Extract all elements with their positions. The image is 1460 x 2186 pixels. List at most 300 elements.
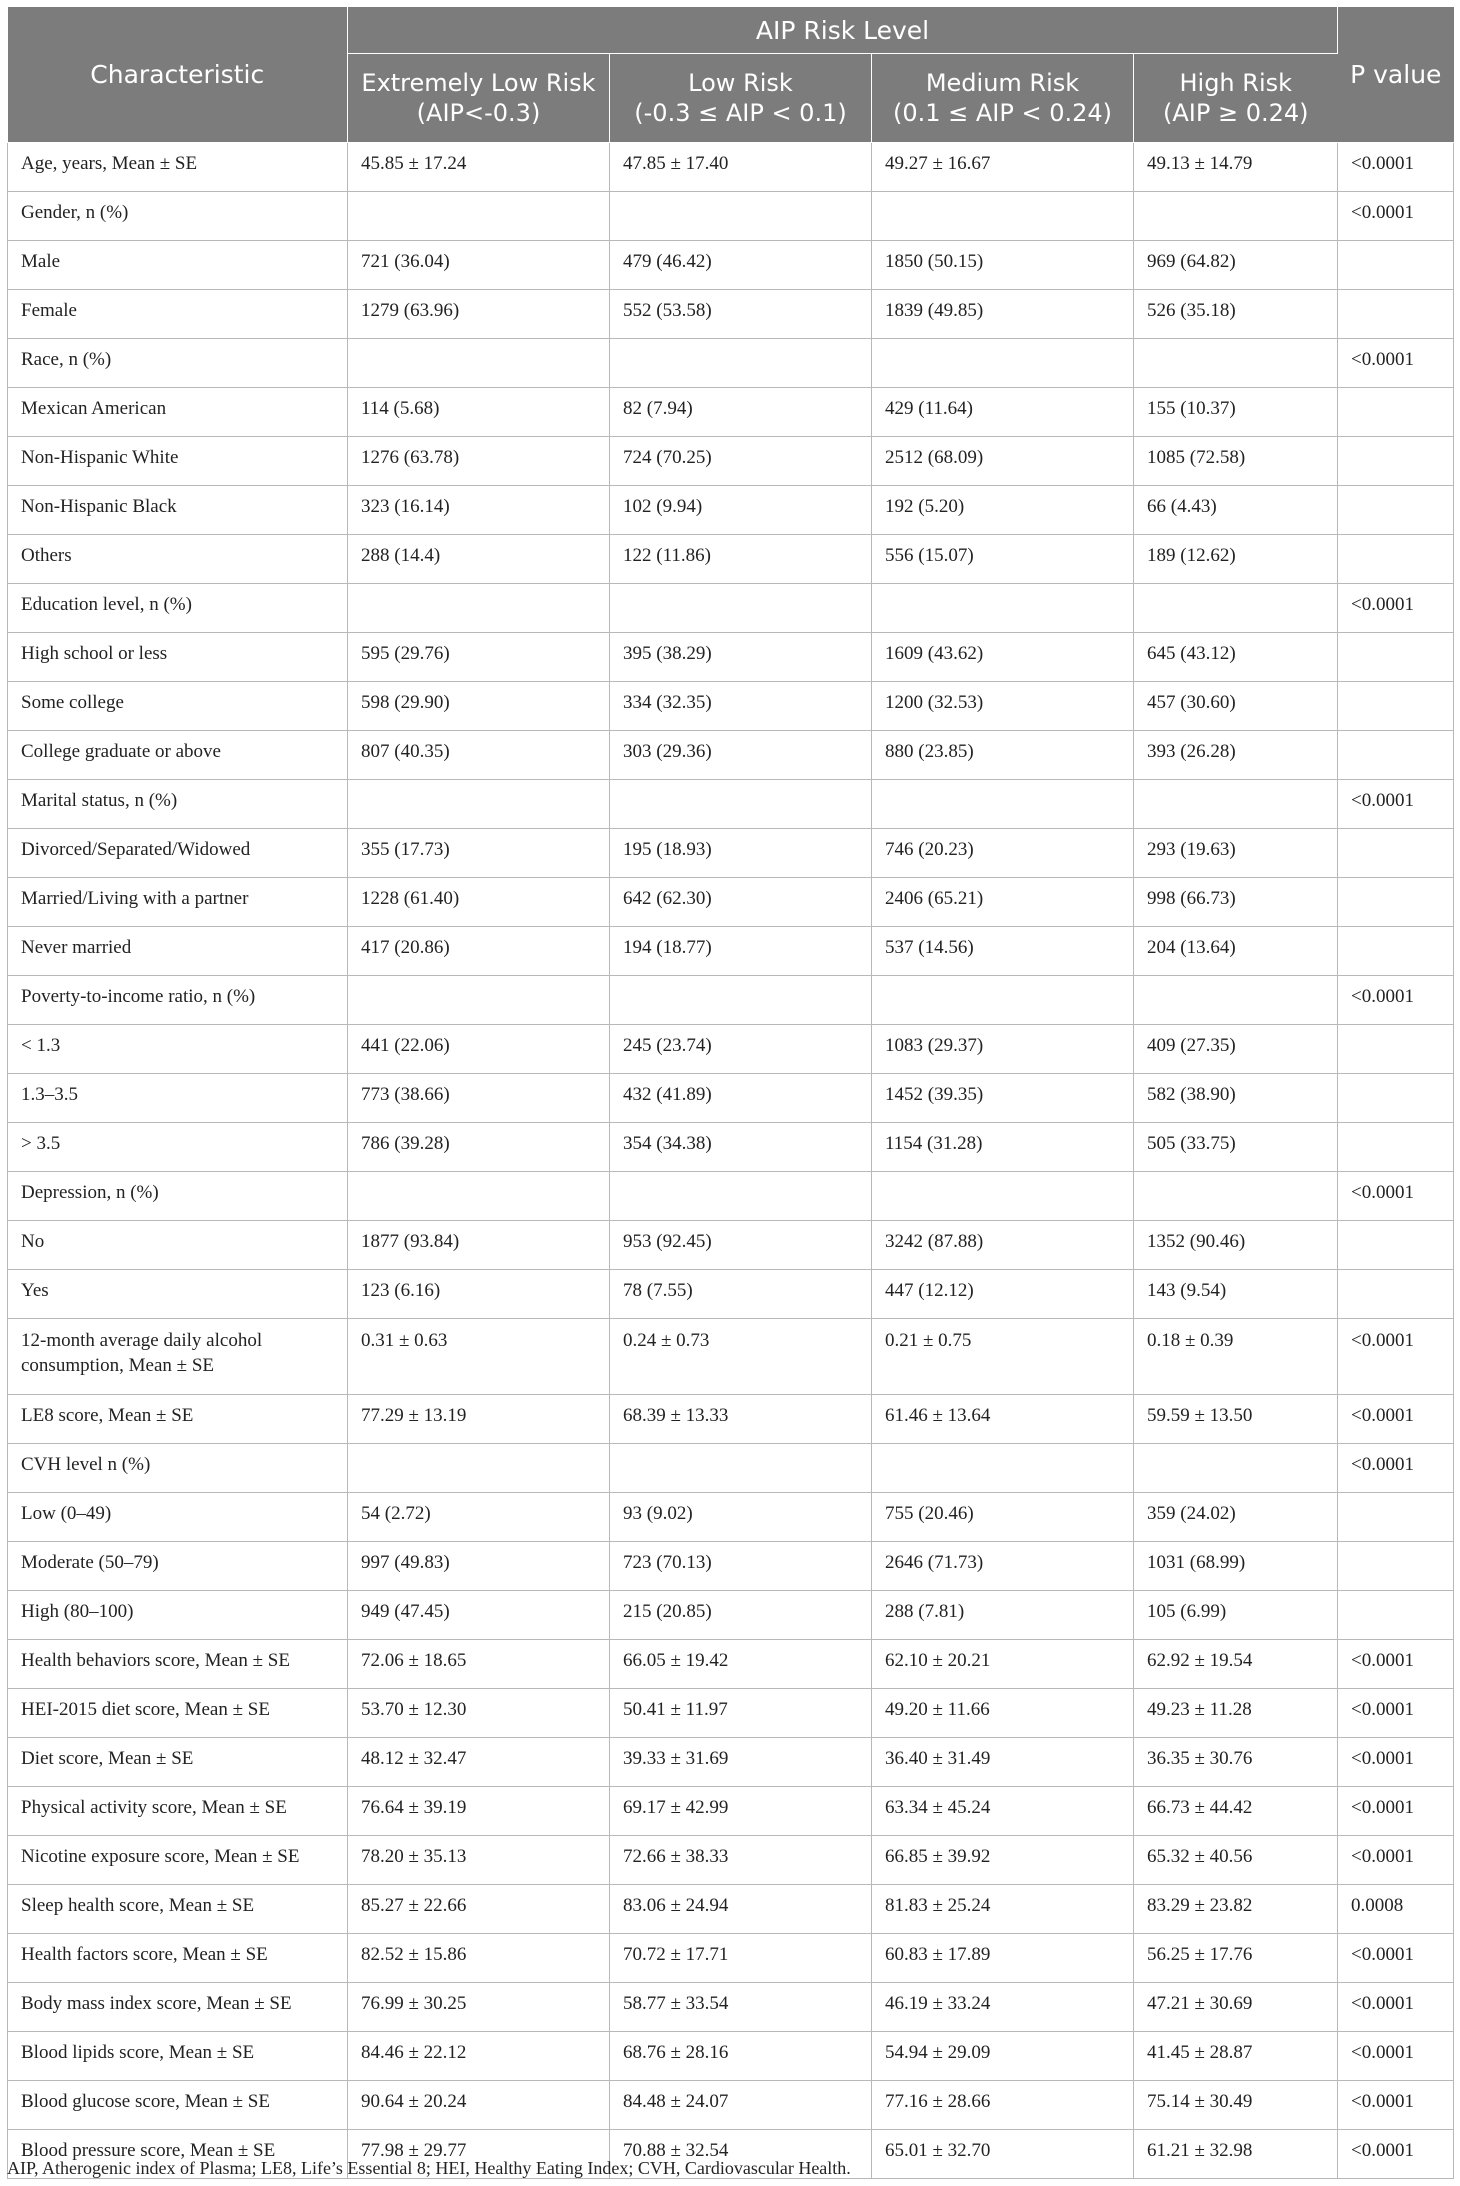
extremely-low-risk-cell: 90.64 ± 20.24 xyxy=(348,2081,610,2130)
high-risk-cell: 409 (27.35) xyxy=(1134,1025,1338,1074)
table-row xyxy=(8,829,1454,878)
extremely-low-risk-cell: 0.31 ± 0.63 xyxy=(348,1319,610,1395)
high-risk-cell xyxy=(1134,1444,1338,1493)
characteristic-cell: Married/Living with a partner xyxy=(8,878,348,927)
p-value-cell: <0.0001 xyxy=(1338,1640,1454,1689)
high-risk-cell: 66.73 ± 44.42 xyxy=(1134,1787,1338,1836)
medium-risk-cell: 3242 (87.88) xyxy=(872,1221,1134,1270)
high-risk-cell xyxy=(1134,339,1338,388)
table-row xyxy=(8,1738,1454,1787)
p-value-cell: <0.0001 xyxy=(1338,584,1454,633)
extremely-low-risk-cell: 288 (14.4) xyxy=(348,535,610,584)
header-level-extremely-low xyxy=(348,54,610,143)
medium-risk-cell xyxy=(872,780,1134,829)
extremely-low-risk-cell: 1279 (63.96) xyxy=(348,290,610,339)
table-row xyxy=(8,927,1454,976)
low-risk-cell xyxy=(610,1444,872,1493)
characteristic-cell: Female xyxy=(8,290,348,339)
low-risk-cell: 70.72 ± 17.71 xyxy=(610,1934,872,1983)
table-row xyxy=(8,731,1454,780)
characteristic-cell: Non-Hispanic Black xyxy=(8,486,348,535)
medium-risk-cell xyxy=(872,584,1134,633)
low-risk-cell: 194 (18.77) xyxy=(610,927,872,976)
medium-risk-cell: 60.83 ± 17.89 xyxy=(872,1934,1134,1983)
characteristic-cell: No xyxy=(8,1221,348,1270)
characteristic-cell: 1.3–3.5 xyxy=(8,1074,348,1123)
header-p-value: P value xyxy=(1338,7,1454,143)
extremely-low-risk-cell: 1228 (61.40) xyxy=(348,878,610,927)
extremely-low-risk-cell: 807 (40.35) xyxy=(348,731,610,780)
medium-risk-cell: 1154 (31.28) xyxy=(872,1123,1134,1172)
extremely-low-risk-cell: 1877 (93.84) xyxy=(348,1221,610,1270)
low-risk-cell xyxy=(610,1172,872,1221)
medium-risk-cell: 66.85 ± 39.92 xyxy=(872,1836,1134,1885)
level-range: (-0.3 ≤ AIP < 0.1) xyxy=(634,99,847,127)
low-risk-cell: 66.05 ± 19.42 xyxy=(610,1640,872,1689)
high-risk-cell: 59.59 ± 13.50 xyxy=(1134,1395,1338,1444)
characteristic-cell: High (80–100) xyxy=(8,1591,348,1640)
p-value-cell: <0.0001 xyxy=(1338,1934,1454,1983)
medium-risk-cell: 1839 (49.85) xyxy=(872,290,1134,339)
low-risk-cell: 68.39 ± 13.33 xyxy=(610,1395,872,1444)
medium-risk-cell: 49.20 ± 11.66 xyxy=(872,1689,1134,1738)
p-value-cell xyxy=(1338,388,1454,437)
p-value-cell xyxy=(1338,731,1454,780)
characteristic-cell: Diet score, Mean ± SE xyxy=(8,1738,348,1787)
extremely-low-risk-cell: 72.06 ± 18.65 xyxy=(348,1640,610,1689)
extremely-low-risk-cell: 997 (49.83) xyxy=(348,1542,610,1591)
extremely-low-risk-cell: 85.27 ± 22.66 xyxy=(348,1885,610,1934)
high-risk-cell: 65.32 ± 40.56 xyxy=(1134,1836,1338,1885)
p-value-cell: <0.0001 xyxy=(1338,1738,1454,1787)
table-row xyxy=(8,1221,1454,1270)
medium-risk-cell: 77.16 ± 28.66 xyxy=(872,2081,1134,2130)
high-risk-cell: 66 (4.43) xyxy=(1134,486,1338,535)
extremely-low-risk-cell: 77.29 ± 13.19 xyxy=(348,1395,610,1444)
p-value-cell: <0.0001 xyxy=(1338,143,1454,192)
extremely-low-risk-cell: 1276 (63.78) xyxy=(348,437,610,486)
header-level-high xyxy=(1134,54,1338,143)
p-value-cell: <0.0001 xyxy=(1338,1319,1454,1395)
extremely-low-risk-cell: 78.20 ± 35.13 xyxy=(348,1836,610,1885)
characteristic-cell: Age, years, Mean ± SE xyxy=(8,143,348,192)
high-risk-cell: 457 (30.60) xyxy=(1134,682,1338,731)
medium-risk-cell: 81.83 ± 25.24 xyxy=(872,1885,1134,1934)
high-risk-cell: 0.18 ± 0.39 xyxy=(1134,1319,1338,1395)
low-risk-cell: 58.77 ± 33.54 xyxy=(610,1983,872,2032)
table-row xyxy=(8,1123,1454,1172)
table-row xyxy=(8,535,1454,584)
p-value-cell xyxy=(1338,878,1454,927)
p-value-cell: <0.0001 xyxy=(1338,976,1454,1025)
table-row xyxy=(8,1319,1454,1395)
high-risk-cell: 998 (66.73) xyxy=(1134,878,1338,927)
level-range: (AIP ≥ 0.24) xyxy=(1163,99,1309,127)
medium-risk-cell: 54.94 ± 29.09 xyxy=(872,2032,1134,2081)
low-risk-cell: 72.66 ± 38.33 xyxy=(610,1836,872,1885)
table-row xyxy=(8,241,1454,290)
medium-risk-cell xyxy=(872,1444,1134,1493)
characteristic-cell: Low (0–49) xyxy=(8,1493,348,1542)
extremely-low-risk-cell: 123 (6.16) xyxy=(348,1270,610,1319)
characteristic-cell: Blood pressure score, Mean ± SE xyxy=(8,2130,348,2179)
low-risk-cell: 93 (9.02) xyxy=(610,1493,872,1542)
medium-risk-cell: 61.46 ± 13.64 xyxy=(872,1395,1134,1444)
medium-risk-cell: 65.01 ± 32.70 xyxy=(872,2130,1134,2179)
medium-risk-cell: 1850 (50.15) xyxy=(872,241,1134,290)
table-body xyxy=(8,143,1454,2179)
table-row xyxy=(8,1591,1454,1640)
characteristic-cell: Depression, n (%) xyxy=(8,1172,348,1221)
low-risk-cell: 723 (70.13) xyxy=(610,1542,872,1591)
extremely-low-risk-cell: 54 (2.72) xyxy=(348,1493,610,1542)
p-value-cell xyxy=(1338,633,1454,682)
table-row xyxy=(8,1395,1454,1444)
p-value-cell xyxy=(1338,1493,1454,1542)
table-row xyxy=(8,1787,1454,1836)
characteristic-cell: CVH level n (%) xyxy=(8,1444,348,1493)
table-row xyxy=(8,1836,1454,1885)
characteristic-cell: Divorced/Separated/Widowed xyxy=(8,829,348,878)
extremely-low-risk-cell: 721 (36.04) xyxy=(348,241,610,290)
high-risk-cell: 189 (12.62) xyxy=(1134,535,1338,584)
medium-risk-cell: 880 (23.85) xyxy=(872,731,1134,780)
table-row xyxy=(8,1444,1454,1493)
extremely-low-risk-cell: 417 (20.86) xyxy=(348,927,610,976)
p-value-cell: <0.0001 xyxy=(1338,192,1454,241)
table-row xyxy=(8,1172,1454,1221)
extremely-low-risk-cell: 949 (47.45) xyxy=(348,1591,610,1640)
characteristic-cell: Some college xyxy=(8,682,348,731)
table-row xyxy=(8,437,1454,486)
table-row xyxy=(8,633,1454,682)
low-risk-cell: 82 (7.94) xyxy=(610,388,872,437)
extremely-low-risk-cell: 45.85 ± 17.24 xyxy=(348,143,610,192)
high-risk-cell: 56.25 ± 17.76 xyxy=(1134,1934,1338,1983)
high-risk-cell: 41.45 ± 28.87 xyxy=(1134,2032,1338,2081)
p-value-cell: <0.0001 xyxy=(1338,1172,1454,1221)
table-row xyxy=(8,682,1454,731)
medium-risk-cell: 556 (15.07) xyxy=(872,535,1134,584)
table-row xyxy=(8,1542,1454,1591)
medium-risk-cell: 1200 (32.53) xyxy=(872,682,1134,731)
medium-risk-cell: 755 (20.46) xyxy=(872,1493,1134,1542)
table-row xyxy=(8,976,1454,1025)
p-value-cell xyxy=(1338,535,1454,584)
table-footnote: AIP, Atherogenic index of Plasma; LE8, Life’s Essential 8; HEI, Healthy Eating Index; CVH, Cardiovascular Health. xyxy=(7,2158,851,2178)
low-risk-cell xyxy=(610,339,872,388)
level-name: Extremely Low Risk xyxy=(361,69,596,97)
high-risk-cell: 143 (9.54) xyxy=(1134,1270,1338,1319)
high-risk-cell: 359 (24.02) xyxy=(1134,1493,1338,1542)
characteristic-cell: Moderate (50–79) xyxy=(8,1542,348,1591)
extremely-low-risk-cell: 48.12 ± 32.47 xyxy=(348,1738,610,1787)
high-risk-cell: 49.23 ± 11.28 xyxy=(1134,1689,1338,1738)
p-value-cell xyxy=(1338,682,1454,731)
low-risk-cell: 68.76 ± 28.16 xyxy=(610,2032,872,2081)
p-value-cell: <0.0001 xyxy=(1338,1444,1454,1493)
table-header xyxy=(8,7,1454,143)
low-risk-cell: 724 (70.25) xyxy=(610,437,872,486)
low-risk-cell: 195 (18.93) xyxy=(610,829,872,878)
p-value-cell: <0.0001 xyxy=(1338,1689,1454,1738)
extremely-low-risk-cell xyxy=(348,976,610,1025)
medium-risk-cell: 1083 (29.37) xyxy=(872,1025,1134,1074)
characteristic-cell: Health behaviors score, Mean ± SE xyxy=(8,1640,348,1689)
medium-risk-cell xyxy=(872,339,1134,388)
low-risk-cell: 303 (29.36) xyxy=(610,731,872,780)
table-row xyxy=(8,878,1454,927)
level-name: Medium Risk xyxy=(925,69,1080,97)
high-risk-cell: 47.21 ± 30.69 xyxy=(1134,1983,1338,2032)
medium-risk-cell: 0.21 ± 0.75 xyxy=(872,1319,1134,1395)
extremely-low-risk-cell: 355 (17.73) xyxy=(348,829,610,878)
characteristic-cell: > 3.5 xyxy=(8,1123,348,1172)
extremely-low-risk-cell: 441 (22.06) xyxy=(348,1025,610,1074)
characteristic-cell: College graduate or above xyxy=(8,731,348,780)
baseline-characteristics-table xyxy=(7,7,1454,2179)
medium-risk-cell: 447 (12.12) xyxy=(872,1270,1134,1319)
medium-risk-cell: 63.34 ± 45.24 xyxy=(872,1787,1134,1836)
p-value-cell xyxy=(1338,829,1454,878)
low-risk-cell: 70.88 ± 32.54 xyxy=(610,2130,872,2179)
extremely-low-risk-cell: 786 (39.28) xyxy=(348,1123,610,1172)
table-container xyxy=(7,7,1453,2179)
p-value-cell xyxy=(1338,1123,1454,1172)
high-risk-cell: 582 (38.90) xyxy=(1134,1074,1338,1123)
extremely-low-risk-cell: 77.98 ± 29.77 xyxy=(348,2130,610,2179)
characteristic-cell: Mexican American xyxy=(8,388,348,437)
level-range: (0.1 ≤ AIP < 0.24) xyxy=(892,99,1113,127)
medium-risk-cell: 2406 (65.21) xyxy=(872,878,1134,927)
characteristic-cell: LE8 score, Mean ± SE xyxy=(8,1395,348,1444)
p-value-cell: <0.0001 xyxy=(1338,780,1454,829)
extremely-low-risk-cell: 773 (38.66) xyxy=(348,1074,610,1123)
p-value-cell xyxy=(1338,1221,1454,1270)
low-risk-cell: 245 (23.74) xyxy=(610,1025,872,1074)
medium-risk-cell: 2512 (68.09) xyxy=(872,437,1134,486)
extremely-low-risk-cell: 82.52 ± 15.86 xyxy=(348,1934,610,1983)
table-row xyxy=(8,1025,1454,1074)
medium-risk-cell: 46.19 ± 33.24 xyxy=(872,1983,1134,2032)
p-value-cell xyxy=(1338,1542,1454,1591)
medium-risk-cell: 49.27 ± 16.67 xyxy=(872,143,1134,192)
table-row xyxy=(8,2032,1454,2081)
medium-risk-cell xyxy=(872,1172,1134,1221)
characteristic-cell: Nicotine exposure score, Mean ± SE xyxy=(8,1836,348,1885)
table-row xyxy=(8,1270,1454,1319)
medium-risk-cell: 1452 (39.35) xyxy=(872,1074,1134,1123)
extremely-low-risk-cell: 76.99 ± 30.25 xyxy=(348,1983,610,2032)
extremely-low-risk-cell xyxy=(348,584,610,633)
low-risk-cell xyxy=(610,192,872,241)
extremely-low-risk-cell: 84.46 ± 22.12 xyxy=(348,2032,610,2081)
low-risk-cell: 78 (7.55) xyxy=(610,1270,872,1319)
header-row-group xyxy=(8,7,1454,54)
high-risk-cell: 645 (43.12) xyxy=(1134,633,1338,682)
high-risk-cell: 293 (19.63) xyxy=(1134,829,1338,878)
p-value-cell xyxy=(1338,1025,1454,1074)
p-value-cell xyxy=(1338,437,1454,486)
p-value-cell: <0.0001 xyxy=(1338,1836,1454,1885)
medium-risk-cell: 288 (7.81) xyxy=(872,1591,1134,1640)
extremely-low-risk-cell xyxy=(348,780,610,829)
characteristic-cell: Body mass index score, Mean ± SE xyxy=(8,1983,348,2032)
medium-risk-cell: 1609 (43.62) xyxy=(872,633,1134,682)
low-risk-cell: 552 (53.58) xyxy=(610,290,872,339)
characteristic-cell: Physical activity score, Mean ± SE xyxy=(8,1787,348,1836)
extremely-low-risk-cell xyxy=(348,192,610,241)
characteristic-cell: Non-Hispanic White xyxy=(8,437,348,486)
high-risk-cell: 969 (64.82) xyxy=(1134,241,1338,290)
table-row xyxy=(8,1640,1454,1689)
characteristic-cell: Never married xyxy=(8,927,348,976)
characteristic-cell: Race, n (%) xyxy=(8,339,348,388)
p-value-cell: <0.0001 xyxy=(1338,339,1454,388)
header-characteristic: Characteristic xyxy=(8,7,348,143)
low-risk-cell: 69.17 ± 42.99 xyxy=(610,1787,872,1836)
medium-risk-cell: 746 (20.23) xyxy=(872,829,1134,878)
high-risk-cell: 1031 (68.99) xyxy=(1134,1542,1338,1591)
high-risk-cell xyxy=(1134,584,1338,633)
high-risk-cell: 62.92 ± 19.54 xyxy=(1134,1640,1338,1689)
high-risk-cell: 105 (6.99) xyxy=(1134,1591,1338,1640)
characteristic-cell: 12-month average daily alcohol consumption, Mean ± SE xyxy=(8,1319,348,1395)
p-value-cell xyxy=(1338,1591,1454,1640)
table-row xyxy=(8,584,1454,633)
medium-risk-cell: 192 (5.20) xyxy=(872,486,1134,535)
medium-risk-cell xyxy=(872,192,1134,241)
characteristic-cell: Male xyxy=(8,241,348,290)
level-range: (AIP<-0.3) xyxy=(416,99,541,127)
characteristic-cell: Marital status, n (%) xyxy=(8,780,348,829)
high-risk-cell xyxy=(1134,780,1338,829)
high-risk-cell xyxy=(1134,192,1338,241)
low-risk-cell: 479 (46.42) xyxy=(610,241,872,290)
level-name: Low Risk xyxy=(688,69,793,97)
low-risk-cell: 84.48 ± 24.07 xyxy=(610,2081,872,2130)
high-risk-cell: 1352 (90.46) xyxy=(1134,1221,1338,1270)
characteristic-cell: Blood lipids score, Mean ± SE xyxy=(8,2032,348,2081)
extremely-low-risk-cell: 114 (5.68) xyxy=(348,388,610,437)
table-row xyxy=(8,339,1454,388)
low-risk-cell: 83.06 ± 24.94 xyxy=(610,1885,872,1934)
header-level-medium xyxy=(872,54,1134,143)
extremely-low-risk-cell: 76.64 ± 39.19 xyxy=(348,1787,610,1836)
characteristic-cell: HEI-2015 diet score, Mean ± SE xyxy=(8,1689,348,1738)
extremely-low-risk-cell xyxy=(348,1444,610,1493)
table-row xyxy=(8,192,1454,241)
p-value-cell: <0.0001 xyxy=(1338,2081,1454,2130)
table-row xyxy=(8,486,1454,535)
high-risk-cell: 155 (10.37) xyxy=(1134,388,1338,437)
medium-risk-cell: 429 (11.64) xyxy=(872,388,1134,437)
table-row xyxy=(8,1934,1454,1983)
p-value-cell: <0.0001 xyxy=(1338,1395,1454,1444)
low-risk-cell: 395 (38.29) xyxy=(610,633,872,682)
low-risk-cell: 334 (32.35) xyxy=(610,682,872,731)
high-risk-cell xyxy=(1134,976,1338,1025)
high-risk-cell: 83.29 ± 23.82 xyxy=(1134,1885,1338,1934)
low-risk-cell: 642 (62.30) xyxy=(610,878,872,927)
p-value-cell xyxy=(1338,1074,1454,1123)
extremely-low-risk-cell: 595 (29.76) xyxy=(348,633,610,682)
high-risk-cell: 75.14 ± 30.49 xyxy=(1134,2081,1338,2130)
extremely-low-risk-cell xyxy=(348,1172,610,1221)
header-aip-risk-level: AIP Risk Level xyxy=(348,7,1338,54)
characteristic-cell: High school or less xyxy=(8,633,348,682)
high-risk-cell: 49.13 ± 14.79 xyxy=(1134,143,1338,192)
p-value-cell xyxy=(1338,1270,1454,1319)
table-row xyxy=(8,2081,1454,2130)
low-risk-cell: 47.85 ± 17.40 xyxy=(610,143,872,192)
p-value-cell xyxy=(1338,241,1454,290)
p-value-cell: <0.0001 xyxy=(1338,1787,1454,1836)
low-risk-cell: 39.33 ± 31.69 xyxy=(610,1738,872,1787)
extremely-low-risk-cell: 53.70 ± 12.30 xyxy=(348,1689,610,1738)
characteristic-cell: Health factors score, Mean ± SE xyxy=(8,1934,348,1983)
table-row xyxy=(8,143,1454,192)
table-row xyxy=(8,388,1454,437)
characteristic-cell: Sleep health score, Mean ± SE xyxy=(8,1885,348,1934)
high-risk-cell: 204 (13.64) xyxy=(1134,927,1338,976)
medium-risk-cell: 62.10 ± 20.21 xyxy=(872,1640,1134,1689)
characteristic-cell: Others xyxy=(8,535,348,584)
low-risk-cell: 122 (11.86) xyxy=(610,535,872,584)
header-level-low xyxy=(610,54,872,143)
table-row xyxy=(8,1885,1454,1934)
low-risk-cell: 0.24 ± 0.73 xyxy=(610,1319,872,1395)
characteristic-cell: Blood glucose score, Mean ± SE xyxy=(8,2081,348,2130)
low-risk-cell xyxy=(610,780,872,829)
high-risk-cell: 393 (26.28) xyxy=(1134,731,1338,780)
high-risk-cell: 36.35 ± 30.76 xyxy=(1134,1738,1338,1787)
table-row xyxy=(8,1689,1454,1738)
high-risk-cell xyxy=(1134,1172,1338,1221)
high-risk-cell: 526 (35.18) xyxy=(1134,290,1338,339)
characteristic-cell: Yes xyxy=(8,1270,348,1319)
p-value-cell: <0.0001 xyxy=(1338,1983,1454,2032)
low-risk-cell: 432 (41.89) xyxy=(610,1074,872,1123)
high-risk-cell: 505 (33.75) xyxy=(1134,1123,1338,1172)
characteristic-cell: Gender, n (%) xyxy=(8,192,348,241)
level-name: High Risk xyxy=(1179,69,1293,97)
p-value-cell: <0.0001 xyxy=(1338,2130,1454,2179)
low-risk-cell: 953 (92.45) xyxy=(610,1221,872,1270)
medium-risk-cell: 2646 (71.73) xyxy=(872,1542,1134,1591)
low-risk-cell: 102 (9.94) xyxy=(610,486,872,535)
table-row xyxy=(8,290,1454,339)
low-risk-cell: 215 (20.85) xyxy=(610,1591,872,1640)
characteristic-cell: < 1.3 xyxy=(8,1025,348,1074)
p-value-cell: 0.0008 xyxy=(1338,1885,1454,1934)
medium-risk-cell: 36.40 ± 31.49 xyxy=(872,1738,1134,1787)
characteristic-cell: Poverty-to-income ratio, n (%) xyxy=(8,976,348,1025)
table-row xyxy=(8,1074,1454,1123)
extremely-low-risk-cell xyxy=(348,339,610,388)
p-value-cell xyxy=(1338,486,1454,535)
low-risk-cell: 50.41 ± 11.97 xyxy=(610,1689,872,1738)
extremely-low-risk-cell: 598 (29.90) xyxy=(348,682,610,731)
characteristic-cell: Education level, n (%) xyxy=(8,584,348,633)
low-risk-cell xyxy=(610,976,872,1025)
medium-risk-cell: 537 (14.56) xyxy=(872,927,1134,976)
low-risk-cell: 354 (34.38) xyxy=(610,1123,872,1172)
table-row xyxy=(8,780,1454,829)
p-value-cell xyxy=(1338,290,1454,339)
extremely-low-risk-cell: 323 (16.14) xyxy=(348,486,610,535)
table-row xyxy=(8,1493,1454,1542)
